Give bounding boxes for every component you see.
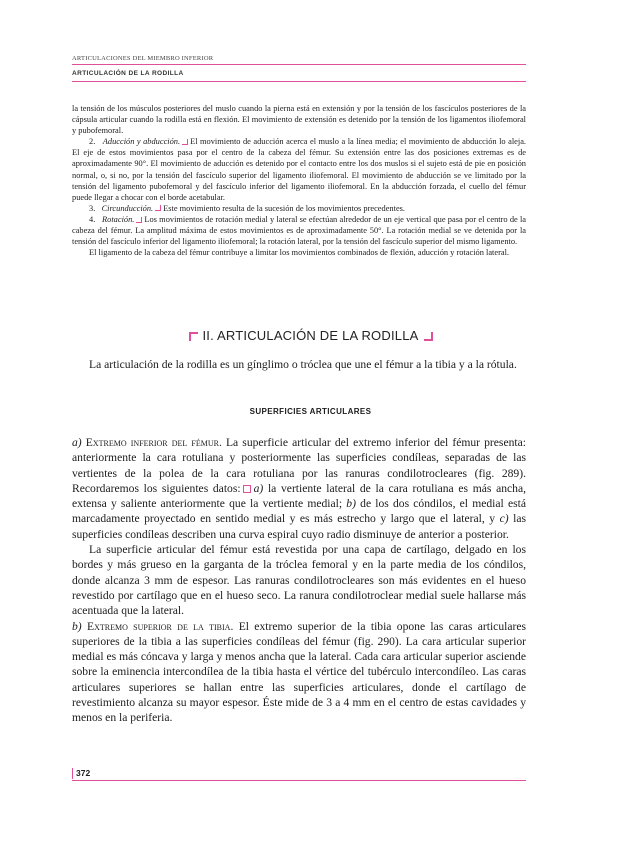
item-label: Rotación.	[102, 214, 135, 224]
paragraph-tibia: b) Extremo superior de la tibia. El extremo superior de la tibia opone las caras articulares superiores de la tibia a las superficies condíleas del fémur (fig. 290). La cara articular superior medial es más cóncava y larga y menos ancha que la lateral. Cada cara articular superior asciende sobre la eminencia intercondílea de la tibia hasta el vértice del tubérculo intercondíleo. Las caras articulares superiores se hallan entre las superficies articulares, donde el cartílago de revestimiento alcanza su mayor espesor. Éste mide de 3 a 4 mm en el centro de estas cavidades y menos en la periferia.	[72, 619, 527, 725]
marker-box-icon	[243, 485, 251, 493]
list-item-rotation: 4. Rotación. Los movimientos de rotación medial y lateral se efectúan alrededor de un eje vertical que pasa por el centro de la cabeza del fémur. La amplitud máxima de estos movimientos es de aproximadamente 50°. La rotación medial se ve detenida por la tensión del fascículo inferior del ligamento iliofemoral; la rotación lateral, por la tensión del fascículo superior del mismo ligamento.	[72, 214, 527, 247]
bracket-left-icon	[189, 332, 198, 341]
page-number: 372	[72, 768, 90, 779]
intro-block	[72, 357, 526, 372]
section-header: ARTICULACIÓN DE LA RODILLA	[72, 70, 184, 77]
femur-title: Extremo inferior del fémur.	[85, 436, 222, 449]
list-item-adduction: 2. Aducción y abducción. El movimiento de aducción acerca el muslo a la línea media; el movimiento de abducción lo aleja. El eje de estos movimientos pasa por el centro de la cabeza del fémur. Su extensión entre las dos posiciones extremas es de aproximadamente 90°. El movimiento de aducción es detenido por el contacto entre los dos muslos si el sujeto está de pie en posición normal, o, si no, por la tensión del fascículo superior del ligamento iliofemoral. El movimiento de abducción se ve limitado por la tensión del ligamento pubofemoral y del fascículo inferior del ligamento iliofemoral. En la abducción forzada, el cuello del fémur puede llegar a chocar con el borde acetabular.	[72, 137, 526, 202]
marker-icon	[136, 217, 142, 223]
bracket-right-icon	[424, 332, 433, 341]
section-heading: II. ARTICULACIÓN DE LA RODILLA	[0, 328, 621, 343]
small-text-block	[72, 103, 526, 258]
body-block	[72, 435, 526, 726]
continuation-paragraph: la tensión de los músculos posteriores del muslo cuando la pierna está en extensión y por la tensión de los fascículos posteriores de la cápsula articular cuando la rodilla está en flexión. El movimiento de extensión es detenido por la tensión de los ligamentos iliofemoral y pubofemoral.	[72, 104, 526, 136]
final-paragraph: El ligamento de la cabeza del fémur contribuye a limitar los movimientos combinados de flexión, aducción y rotación lateral.	[89, 248, 510, 258]
item-label: Circunducción.	[101, 203, 154, 213]
intro-paragraph: La articulación de la rodilla es un gínglimo o tróclea que une el fémur a la tibia y a la rótula.	[89, 358, 517, 371]
footer-rule	[72, 780, 526, 781]
marker-icon	[182, 139, 188, 145]
header-rule-bottom	[72, 81, 526, 82]
list-item-circumduction: 3. Circunducción. Este movimiento resulta de la sucesión de los movimientos precedentes.	[89, 203, 406, 213]
tibia-title: Extremo superior de la tibia.	[87, 619, 234, 633]
header-rule-top	[72, 64, 526, 65]
paragraph-femur: a) Extremo inferior del fémur. La superficie articular del extremo inferior del fémur presenta: anteriormente la cara rotuliana y posteriormente las superficies condíleas, separadas de las vertientes de la polea de la cara rotuliana por las ranuras condilotrocleares (fig. 289). Recordaremos los siguientes datos: a) la vertiente lateral de la cara rotuliana es más ancha, extensa y saliente anteriormente que la vertiente medial; b) de los dos cóndilos, el medial está marcadamente proyectado en sentido medial y es más estrecho y largo que el lateral, y c) las superficies condíleas describen una curva espiral cuyo radio disminuye de anterior a posterior.	[72, 436, 526, 541]
marker-icon	[155, 205, 161, 211]
paragraph-cartilage: La superficie articular del fémur está revestida por una capa de cartílago, delgado en los bordes y más grueso en la garganta de la tróclea femoral y en la parte media de los cóndilos, donde alcanza 3 mm de espesor. Las ranuras condilotrocleares son más evidentes en el hueso revestido por cartílago que en el hueso seco. La ranura condilotroclear medial suele hallarse más acentuada que la lateral.	[72, 543, 526, 618]
item-label: Aducción y abducción.	[102, 137, 181, 147]
running-header: ARTICULACIONES DEL MIEMBRO INFERIOR	[72, 55, 214, 62]
subheading: SUPERFICIES ARTICULARES	[249, 407, 372, 416]
